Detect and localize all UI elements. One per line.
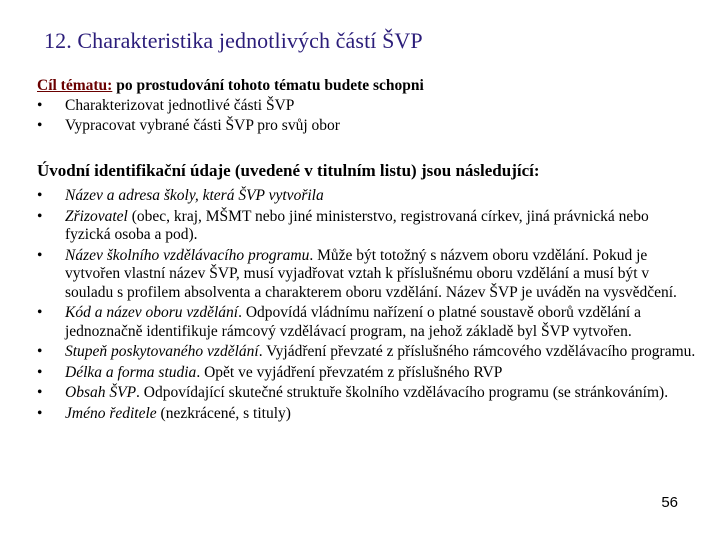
goal-heading — [37, 76, 424, 96]
goal-list — [37, 96, 424, 136]
bullet-icon: • — [37, 384, 43, 401]
item-text: . Vyjádření převzaté z příslušného rámcového vzdělávacího programu. — [258, 343, 696, 360]
bullet-icon: • — [37, 97, 43, 114]
item-text: . Opět ve vyjádření převzatém z příslušného RVP — [196, 363, 503, 381]
item-term: Název školního vzdělávacího programu — [65, 246, 310, 264]
item-term: Obsah ŠVP — [65, 384, 137, 401]
item-term: Jméno ředitele — [65, 404, 157, 422]
item-text: . Odpovídající skutečné struktuře školního vzdělávacího programu (se stránkováním). — [136, 384, 669, 401]
intro-section — [37, 160, 697, 425]
goal-item-text: Vypracovat vybrané části ŠVP pro svůj obor — [65, 117, 340, 134]
goal-item — [37, 96, 424, 116]
goal-item-text: Charakterizovat jednotlivé části ŠVP — [65, 97, 295, 114]
list-item — [37, 208, 697, 245]
list-item — [37, 384, 697, 403]
item-term: Délka a forma studia — [65, 363, 197, 381]
intro-list — [37, 187, 697, 423]
list-item — [37, 343, 697, 362]
bullet-icon: • — [37, 404, 43, 422]
slide-title: 12. Charakteristika jednotlivých částí ŠVP — [44, 28, 423, 53]
bullet-icon: • — [37, 187, 43, 204]
list-item — [37, 247, 697, 303]
item-text: (nezkrácené, s tituly) — [156, 404, 291, 422]
intro-heading: Úvodní identifikační údaje (uvedené v titulním listu) jsou následující: — [37, 161, 540, 180]
bullet-icon: • — [37, 304, 43, 321]
item-term: Stupeň poskytovaného vzdělání — [65, 343, 259, 360]
goal-label: Cíl tématu: — [37, 77, 113, 94]
page-number: 56 — [661, 494, 678, 511]
bullet-icon: • — [37, 343, 43, 360]
item-text: (obec, kraj, MŠMT nebo jiné ministerstvo, registrovaná církev, jiná právnická nebo fyzická osoba a pod). — [65, 207, 649, 243]
item-text: . Odpovídá vládnímu nařízení o platné soustavě oborů vzdělání a jednoznačně identifikuje rámcový vzdělávací program, na jehož základě byl ŠVP vytvořen. — [65, 304, 641, 340]
goal-item — [37, 116, 424, 136]
bullet-icon: • — [37, 363, 43, 381]
item-text: . Může být totožný s názvem oboru vzdělání. Pokud je vytvořen vlastní název ŠVP, musí vyjadřovat vztah k příslušnému oboru vzdělání a musí být v souladu s profilem absolventa a charakterem oboru vzdělání. Název ŠVP je uváděn na vysvědčení. — [65, 246, 677, 301]
bullet-icon: • — [37, 117, 43, 134]
list-item — [37, 304, 697, 341]
list-item — [37, 405, 697, 424]
item-term: Kód a název oboru vzdělání — [65, 304, 239, 321]
goal-section — [37, 76, 424, 136]
list-item — [37, 364, 697, 383]
bullet-icon: • — [37, 246, 43, 264]
bullet-icon: • — [37, 207, 43, 225]
item-term: Název a adresa školy, která ŠVP vytvořila — [65, 187, 324, 204]
list-item — [37, 187, 697, 206]
goal-heading-text: po prostudování tohoto tématu budete schopni — [112, 77, 424, 94]
item-term: Zřizovatel — [65, 207, 128, 225]
